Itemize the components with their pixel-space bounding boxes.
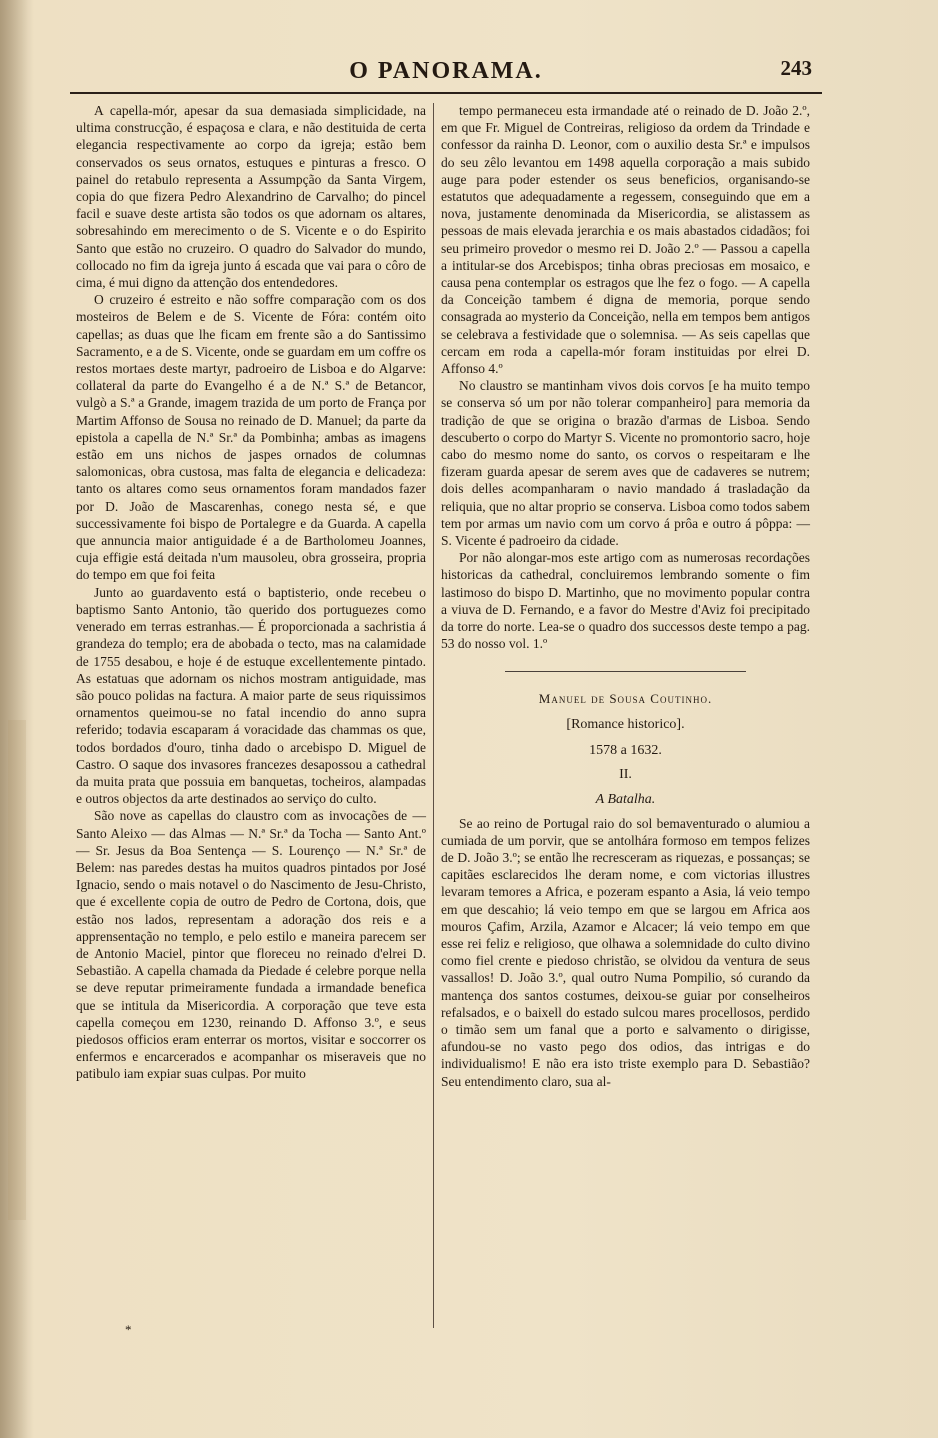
paragraph: São nove as capellas do claustro com as invocações de — Santo Aleixo — das Almas — N.ª Sr.ª da Tocha — Santo Ant.º — Sr. Jesus da Boa Sentença — S. Lourenço — N.ª Sr.ª de Belem: nas paredes destas ha muitos quadros pintados por José Ignacio, sendo o mais notavel o do Nascimento de Jesu-Christo, que é excellente copia de outro de Pedro de Cortona, dois, que estão nos lados, representam a adoração dos reis e a apprensentação no templo, e pelo estilo e maneira parecem ser de Antonio Maciel, pintor que floreceu no reinado d'elrei D. Sebastião. A capella chamada da Piedade é celebre porque nella se deve reputar primeiramente fundada a irmandade benefica que se intitula da Misericordia. A corporação que teve esta capella começou em 1230, reinando D. Affonso 3.º, e seus piedosos officios eram enterrar os mortos, visitar e soccorrer os enfermos e encarcerados e acompanhar os miseraveis que no patibulo iam expiar suas culpas. Por muito: [76, 808, 426, 1082]
paragraph: O cruzeiro é estreito e não soffre comparação com os dos mosteiros de Belem e de S. Vicente de Fóra: contém oito capellas; as duas que lhe ficam em frente são a do Santissimo Sacramento, e a de S. Vicente, onde se guardam em um coffre os restos mortaes deste martyr, padroeiro de Lisboa e do Algarve: collateral da parte do Evangelho é a de N.ª S.ª de Betancor, vulgò a S.ª a Grande, imagem trazida de um porto de França por Martim Affonso de Sousa no reinado de D. Manuel; da parte da epistola a capella de N.ª Sr.ª da Pombinha; ambas as imagens estão em uns nichos de jaspes ornados de columnas salomonicas, obra custosa, mas falta de elegancia e delicadeza: tanto os altares como seus ornamentos foram mandados fazer por D. João de Mascarenhas, conego nesta sé, e que successivamente foi bispo de Portalegre e da Guarda. A capella que annuncia maior antiguidade é a de Bartholomeu Joannes, cuja effigie está deitada n'um mausoleu, obra grosseira, propria do tempo em que foi feita: [76, 292, 426, 583]
article-years: 1578 a 1632.: [589, 742, 662, 758]
article-title: Manuel de Sousa Coutinho.: [538, 690, 713, 706]
bottom-mark: *: [125, 1322, 132, 1337]
paragraph: tempo permaneceu esta irmandade até o reinado de D. João 2.º, em que Fr. Miguel de Contreiras, religioso da ordem da Trindade e confessor da rainha D. Leonor, com o auxilio desta Sr.ª e impulsos do seu zêlo levantou em 1498 aquella corporação a mais subido auge para poder estender os seus beneficios, organisando-se estatutos que adequadamente a regessem, conseguindo que em a nova, justamente denominada da Misericordia, se alistassem as pessoas de mais elevada jerarchia e os mais abastados cidadãos; foi seu primeiro provedor o mesmo rei D. João 2.º — Passou a capella a intitular-se dos Arcebispos; tinha obras preciosas em mosaico, e causa pena contemplar os estragos que lhe fez o fogo. — A capella da Conceição tambem é digna de memoria, porque sendo consagrada ao mysterio da Conceição, nella em tempos bem antigos se celebrava a festividade que o solemnisa. — As seis capellas que cercam em roda a capella-mór foram instituidas por elrei D. Affonso 4.º: [441, 103, 810, 377]
paper-stain: [8, 720, 26, 1220]
article-subtitle: [Romance historico].: [566, 716, 685, 732]
paragraph: Junto ao guardavento está o baptisterio, onde recebeu o baptismo Santo Antonio, tão querido dos portuguezes como venerado em terras estranhas.— É proporcionada a sachristia á grandeza do templo; era de abobada o tecto, mas na calamidade de 1755 desabou, e hoje é de estuque excellentemente pintado. As estatuas que adornam os nichos mostram antiguidade, mas são pouco polidas na factura. A maior parte de seus riquissimos ornamentos queimou-se no fatal incendio do anno supra referido; todavia escaparam á voracidade das chammas os que, todos bordados d'ouro, tinha dado o arcebispo D. Miguel de Castro. O saque dos invasores francezes desapossou a cathedral da muita prata que possuia em banquetas, tocheiros, alampadas e outros objectos da arte destinados ao serviço do culto.: [76, 584, 426, 807]
page-header: [70, 56, 822, 94]
article-heading: [441, 690, 810, 809]
right-column: [441, 102, 810, 1090]
page-edge-shadow: [0, 0, 34, 1438]
article-part: II.: [619, 767, 632, 783]
column-divider: [433, 103, 434, 1328]
masthead: O PANORAMA.: [349, 58, 543, 84]
left-column: [76, 102, 426, 1083]
paragraph: Por não alongar-mos este artigo com as numerosas recordações historicas da cathedral, concluiremos lembrando somente o fim lastimoso do bispo D. Martinho, que no movimento popular contra a viuva de D. Fernando, e a favor do Mestre d'Aviz foi precipitado da torre do norte. Lea-se o quadro dos successos deste tempo a pag. 53 do nosso vol. 1.º: [441, 550, 810, 652]
section-divider: [505, 671, 746, 672]
paragraph: A capella-mór, apesar da sua demasiada simplicidade, na ultima construcção, é espaçosa e clara, e não destituida de certa elegancia respectivamente ao corpo da igreja; estão bem conservados os seus ornatos, estuques e pinturas a fresco. O painel do retabulo representa a Assumpção da Santa Virgem, copia do que fizera Pedro Alexandrino de Carvalho; do pincel facil e suave deste artista são todos os que adornam os altares, sobresahindo em merecimento o de S. Vicente e o do Espirito Santo que estão no cruzeiro. O quadro do Salvador do mundo, collocado no fim da igreja junto á escada que vai para o côro de cima, é mui digno da attenção dos entendedores.: [76, 103, 426, 291]
paragraph: No claustro se mantinham vivos dois corvos [e ha muito tempo se conserva só um por não tolerar companheiro] para memoria da tradição de que se origina o brazão d'armas de Lisboa. Sendo descuberto o corpo do Martyr S. Vicente no promontorio sacro, hoje cabo do mesmo nome do santo, os corvos o respeitaram e lhe fizeram guarda apesar de serem aves que de cadaveres se nutrem; dois delles acompanharam o navio mandado á trasladação da reliquia, que no altar proprio se conserva. Lisboa como todos sabem tem por armas um navio com um corvo á prôa e outro á pôppa: — S. Vicente é padroeiro da cidade.: [441, 378, 810, 549]
page-number: 243: [780, 56, 812, 80]
article-chapter: A Batalha.: [595, 792, 656, 808]
article-body: Se ao reino de Portugal raio do sol bemaventurado o alumiou a cumiada de um porvir, que se antolhára formoso em tempos felizes de D. João 3.º; se então lhe recresceram as riquezas, e possanças; se capitães esclarecidos lhe deram nome, e com victorias illustres levaram temores a Africa, e pozeram espanto a Asia, lá veio tempo em que descahio; lá veio tempo em que se largou em Africa aos mouros Çafim, Arzila, Azamor e Alcacer; lá veio tempo em que esse rei feliz e religioso, que olhawa a solemnidade do culto divino como fiel crente e piedoso christão, se olvidou da ventura de seus vassallos! D. João 3.º, qual outro Numa Pompilio, só curando da mantença dos santos costumes, deixou-se guiar por conselheiros refalsados, e o baixell do estado sulcou mares procellosos, perdido o timão sem um fanal que a porto e salvamento o dirigisse, afundou-se no vasto pego dos odios, das intrigas e do individualismo! E não era isto triste exemplo para D. Sebastião? Seu entendimento claro, sua al-: [441, 815, 810, 1089]
